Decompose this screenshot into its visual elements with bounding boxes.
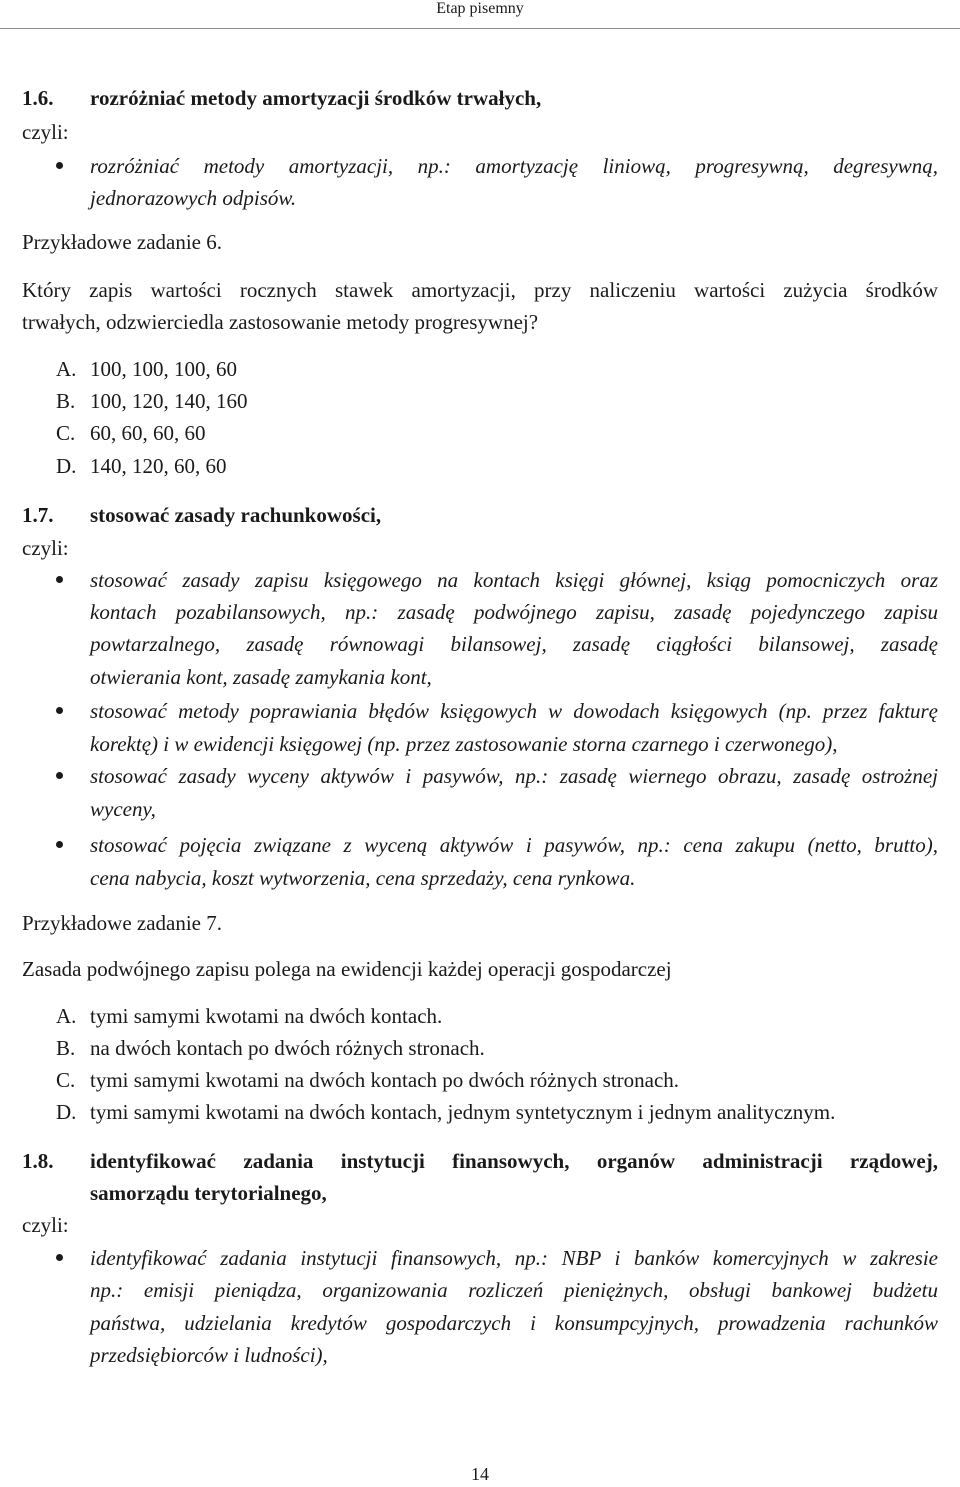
bullet-dot (56, 772, 63, 779)
option-text: 100, 100, 100, 60 (90, 357, 237, 381)
option-letter: D. (56, 454, 77, 478)
section-1-6-number: 1.6. (22, 86, 54, 110)
s17-bullet2-line2: korektę) i w ewidencji księgowej (np. przez zastosowanie storna czarnego i czerwonego), (90, 732, 838, 756)
header-title: Etap pisemny (436, 0, 524, 17)
option-text: tymi samymi kwotami na dwóch kontach, jednym syntetycznym i jednym analitycznym. (90, 1100, 836, 1124)
czyli-label: czyli: (22, 536, 69, 560)
option-text: tymi samymi kwotami na dwóch kontach. (90, 1004, 443, 1028)
task-7-option-b (56, 1032, 485, 1064)
option-text: 100, 120, 140, 160 (90, 389, 248, 413)
s17-bullet1-line4: otwierania kont, zasadę zamykania kont, (90, 665, 432, 689)
option-letter: A. (56, 357, 77, 381)
s17-bullet4-line1: stosować pojęcia związane z wyceną aktywów i pasywów, np.: cena zakupu (netto, brutto), (90, 833, 938, 857)
bullet-dot (56, 1254, 63, 1261)
s17-bullet3-line1: stosować zasady wyceny aktywów i pasywów, np.: zasadę wiernego obrazu, zasadę ostrożnej (90, 764, 938, 788)
option-letter: B. (56, 389, 76, 413)
page-header (0, 0, 960, 29)
bullet-dot (56, 162, 63, 169)
option-text: 140, 120, 60, 60 (90, 454, 227, 478)
s18-bullet1-line2: np.: emisji pieniądza, organizowania rozliczeń pieniężnych, obsługi bankowej budżetu (90, 1278, 938, 1302)
s18-bullet1-line4: przedsiębiorców i ludności), (90, 1343, 328, 1367)
task-6-option-c (56, 417, 206, 449)
section-1-7-number: 1.7. (22, 503, 54, 527)
option-text: 60, 60, 60, 60 (90, 421, 206, 445)
s17-bullet1-line3: powtarzalnego, zasadę równowagi bilansowej, zasadę ciągłości bilansowej, zasadę (90, 632, 938, 656)
section-1-8-title-line2: samorządu terytorialnego, (90, 1181, 327, 1205)
task-7-question: Zasada podwójnego zapisu polega na ewidencji każdej operacji gospodarczej (22, 957, 672, 981)
task-7-option-d (56, 1096, 835, 1128)
s16-bullet1-line2: jednorazowych odpisów. (90, 186, 297, 210)
bullet-dot (56, 707, 63, 714)
s17-bullet2-line1: stosować metody poprawiania błędów księgowych w dowodach księgowych (np. przez fakturę (90, 699, 938, 723)
option-letter: D. (56, 1100, 77, 1124)
option-letter: C. (56, 421, 76, 445)
task-7-option-c (56, 1064, 679, 1096)
s18-bullet1-line3: państwa, udzielania kredytów gospodarczych i konsumpcyjnych, prowadzenia rachunków (90, 1311, 938, 1335)
task-6-question-line1: Który zapis wartości rocznych stawek amortyzacji, przy naliczeniu wartości zużycia środków (22, 278, 938, 302)
option-letter: A. (56, 1004, 77, 1028)
page-number: 14 (471, 1464, 489, 1484)
bullet-dot (56, 576, 63, 583)
s17-bullet3-line2: wyceny, (90, 797, 156, 821)
task-6-option-b (56, 385, 248, 417)
task-6-option-d (56, 450, 227, 482)
czyli-label: czyli: (22, 1213, 69, 1237)
option-letter: B. (56, 1036, 76, 1060)
task-6-question-line2: trwałych, odzwierciedla zastosowanie metody progresywnej? (22, 310, 539, 334)
s16-bullet1-line1: rozróżniać metody amortyzacji, np.: amortyzację liniową, progresywną, degresywną, (90, 154, 938, 178)
section-1-8-title-line1: identyfikować zadania instytucji finansowych, organów administracji rządowej, (90, 1149, 938, 1173)
task-7-option-a (56, 1000, 442, 1032)
task-6-title: Przykładowe zadanie 6. (22, 230, 223, 254)
task-6-option-a (56, 353, 237, 385)
s18-bullet1-line1: identyfikować zadania instytucji finansowych, np.: NBP i banków komercyjnych w zakresie (90, 1246, 938, 1270)
section-1-7-title: stosować zasady rachunkowości, (90, 503, 382, 527)
czyli-label: czyli: (22, 120, 69, 144)
option-text: tymi samymi kwotami na dwóch kontach po dwóch różnych stronach. (90, 1068, 680, 1092)
option-letter: C. (56, 1068, 76, 1092)
option-text: na dwóch kontach po dwóch różnych stronach. (90, 1036, 485, 1060)
task-7-title: Przykładowe zadanie 7. (22, 911, 223, 935)
section-1-8-number: 1.8. (22, 1149, 54, 1173)
s17-bullet4-line2: cena nabycia, koszt wytworzenia, cena sprzedaży, cena rynkowa. (90, 866, 636, 890)
bullet-dot (56, 841, 63, 848)
section-1-6-title: rozróżniać metody amortyzacji środków trwałych, (90, 86, 542, 110)
s17-bullet1-line2: kontach pozabilansowych, np.: zasadę podwójnego zapisu, zasadę pojedynczego zapisu (90, 600, 938, 624)
s17-bullet1-line1: stosować zasady zapisu księgowego na kontach księgi głównej, ksiąg pomocniczych oraz (90, 568, 938, 592)
